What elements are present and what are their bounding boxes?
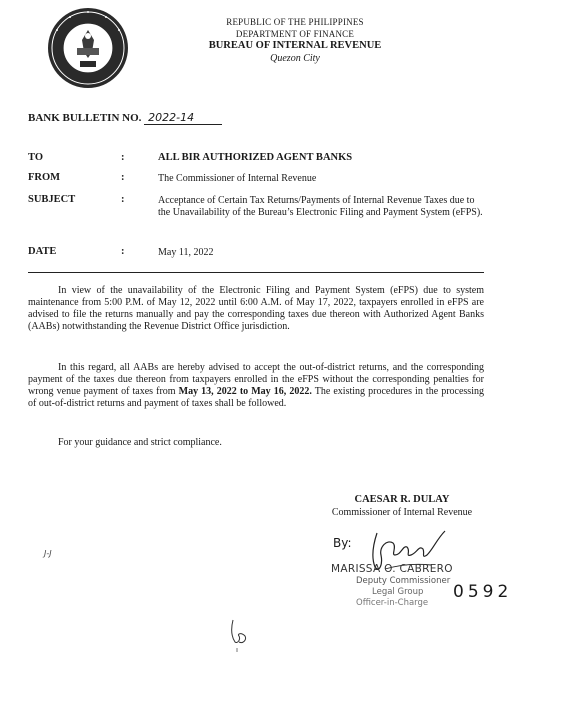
delegate-name: MARISSA O. CABRERO <box>331 563 453 575</box>
from-colon: : <box>121 172 125 183</box>
to-colon: : <box>121 152 125 163</box>
para2-dates: May 13, 2022 to May 16, 2022. <box>178 386 312 397</box>
delegate-title-2: Legal Group <box>372 587 424 597</box>
stamp-number: 0592 <box>453 582 513 602</box>
subject-label: SUBJECT <box>28 194 76 205</box>
bulletin-label: BANK BULLETIN NO. <box>28 112 142 124</box>
date-label: DATE <box>28 246 57 257</box>
letterhead-republic: REPUBLIC OF THE PHILIPPINES <box>226 17 364 27</box>
to-value: ALL BIR AUTHORIZED AGENT BANKS <box>158 152 353 163</box>
delegate-title-3: Officer-in-Charge <box>356 598 429 608</box>
subject-value: Acceptance of Certain Tax Returns/Payments of Internal Revenue Taxes due to the Unavailability of the Bureau’s Electronic Filing and Payment System (eFPS). <box>158 195 483 218</box>
delegate-title-1: Deputy Commissioner <box>356 576 451 586</box>
bank-bulletin-line <box>28 112 222 125</box>
signatory-name: CAESAR R. DULAY <box>354 494 450 505</box>
letterhead-bureau: BUREAU OF INTERNAL REVENUE <box>208 40 382 51</box>
from-value: The Commissioner of Internal Revenue <box>158 173 317 184</box>
initials-mark: J-J <box>44 549 52 558</box>
bulletin-number: 2022-14 <box>144 112 222 125</box>
by-label: By: <box>333 536 352 550</box>
date-value: May 11, 2022 <box>158 247 214 258</box>
to-label: TO <box>28 152 43 163</box>
letterhead-city: Quezon City <box>270 53 320 64</box>
letterhead-department: DEPARTMENT OF FINANCE <box>235 29 355 39</box>
date-colon: : <box>121 246 125 257</box>
para2-end: The existing procedures in the processing of out-of-district returns and payment of taxes shall be followed. <box>28 386 484 409</box>
body-paragraph-3: For your guidance and strict compliance. <box>58 437 222 448</box>
header-divider <box>28 272 484 273</box>
body-paragraph-1: In view of the unavailability of the Electronic Filing and Payment System (eFPS) due to system maintenance from 5:00 P.M. of May 12, 2022 until 6:00 A.M. of May 17, 2022, taxpayers enrolled in eFPS are advised to file the returns manually and pay the corresponding taxes due thereon with Authorized Agent Banks (AABs) notwithstanding the Revenue District Office jurisdiction. <box>28 285 484 332</box>
handwritten-mark-icon <box>227 618 251 654</box>
from-label: FROM <box>28 172 61 183</box>
bir-seal-icon <box>46 6 130 90</box>
signatory-title: Commissioner of Internal Revenue <box>331 507 473 518</box>
body-paragraph-2 <box>28 362 484 410</box>
para2-start: In this regard, all AABs are hereby advised to accept the out-of-district returns, and the corresponding payment of the taxes due thereon from taxpayers enrolled in the eFPS without the corresponding penalties for wrong venue payment of taxes from <box>28 362 484 397</box>
subject-colon: : <box>121 194 125 205</box>
